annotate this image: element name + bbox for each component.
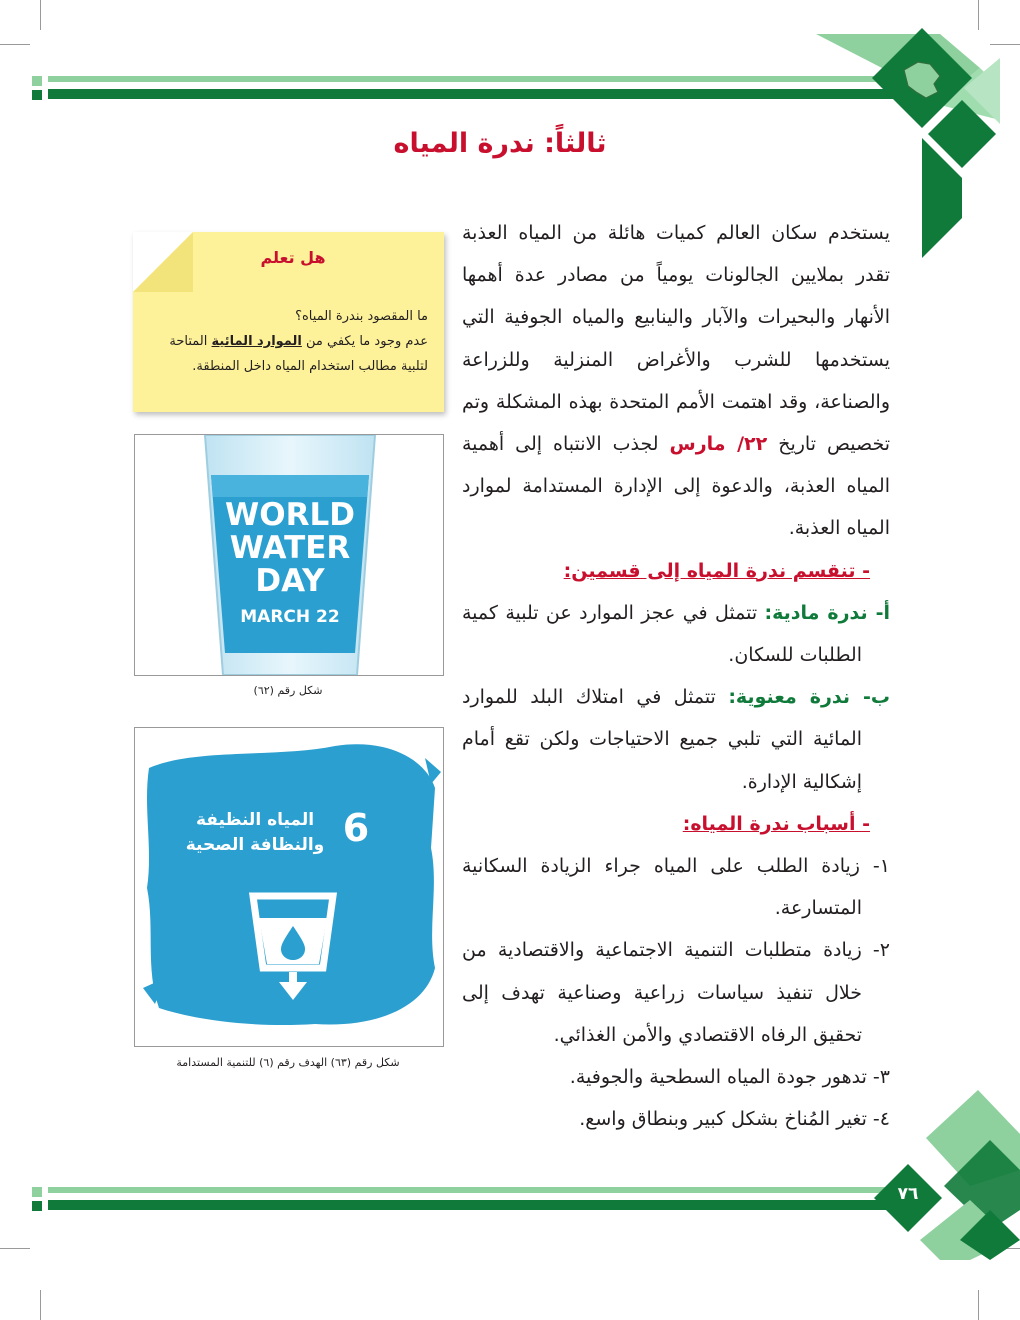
type-b-item: ب- ندرة معنوية: تتمثل في امتلاك البلد للموارد المائية التي تلبي جميع الاحتياجات ولكن تقع أمام إشكالية الإدارة.	[462, 686, 890, 793]
did-you-know-note	[133, 232, 444, 412]
crop-mark	[0, 1248, 30, 1249]
sdg-title-line1: المياه النظيفة	[195, 810, 315, 830]
types-heading: - تنقسم ندرة المياه إلى قسمين:	[563, 559, 870, 582]
intro-paragraph: يستخدم سكان العالم كميات هائلة من المياه العذبة تقدر بملايين الجالونات يومياً من مصادر عدة أهمها الأنهار والبحيرات والآبار والينابيع والمياه الجوفية التي يستخدمها للشرب والأغراض المنزلية وللزراعة والصناعة، وقد اهتمت الأمم المتحدة بهذه المشكلة وتم تخصيص تاريخ ٢٢/ مارس لجذب الانتباه إلى أهمية المياه العذبة، والدعوة إلى الإدارة المستدامة لموارد المياه العذبة.	[462, 222, 890, 540]
wwd-line1: WORLD	[225, 497, 355, 533]
crop-mark	[978, 0, 979, 30]
wwd-line2: WATER	[229, 530, 351, 566]
sdg-title	[175, 808, 335, 858]
note-text	[143, 304, 428, 379]
note-title: هل تعلم	[260, 248, 326, 267]
page-number: ٧٦	[897, 1184, 919, 1204]
type-b-label: ب- ندرة معنوية:	[728, 686, 890, 709]
cause-item: ١- زيادة الطلب على المياه جراء الزيادة السكانية المتسارعة.	[462, 855, 890, 920]
type-a-label: أ- ندرة مادية:	[764, 601, 890, 624]
crop-mark	[40, 1290, 41, 1320]
note-question: ما المقصود بندرة المياه؟	[295, 309, 428, 324]
causes-heading: - أسباب ندرة المياه:	[682, 812, 870, 835]
wwd-line4: MARCH 22	[240, 607, 340, 627]
wwd-line3: DAY	[255, 563, 325, 599]
cause-item: ٣- تدهور جودة المياه السطحية والجوفية.	[569, 1066, 890, 1089]
crop-mark	[978, 1290, 979, 1320]
figure63-caption: شكل رقم (٦٣) الهدف رقم (٦) للتنمية المستدامة	[176, 1056, 400, 1069]
crop-mark	[40, 0, 41, 30]
figure62-caption: شكل رقم (٦٢)	[253, 684, 323, 697]
type-a-item: أ- ندرة مادية: تتمثل في عجز الموارد عن تلبية كمية الطلبات للسكان.	[462, 601, 890, 667]
figure-world-water-day	[134, 434, 444, 676]
cause-item: ٢- زيادة متطلبات التنمية الاجتماعية والاقتصادية من خلال تنفيذ سياسات زراعية وصناعية تهدف إلى تحقيق الرفاه الاقتصادي والأمن الغذائي.	[462, 939, 890, 1046]
crop-mark	[0, 44, 30, 45]
main-text-column	[462, 212, 890, 1140]
sdg6-background	[135, 728, 443, 1046]
sdg-title-line2: والنظافة الصحية	[185, 835, 325, 855]
cause-item: ٤- تغير المُناخ بشكل كبير وبنطاق واسع.	[579, 1108, 890, 1131]
section-title: ثالثاً: ندرة المياه	[393, 128, 607, 159]
date-highlight: ٢٢/ مارس	[669, 433, 768, 456]
sdg-number: 6	[342, 806, 370, 850]
note-answer: عدم وجود ما يكفي من الموارد المائية المتاحة لتلبية مطالب استخدام المياه داخل المنطقة.	[169, 334, 428, 374]
figure-sdg6	[134, 727, 444, 1047]
